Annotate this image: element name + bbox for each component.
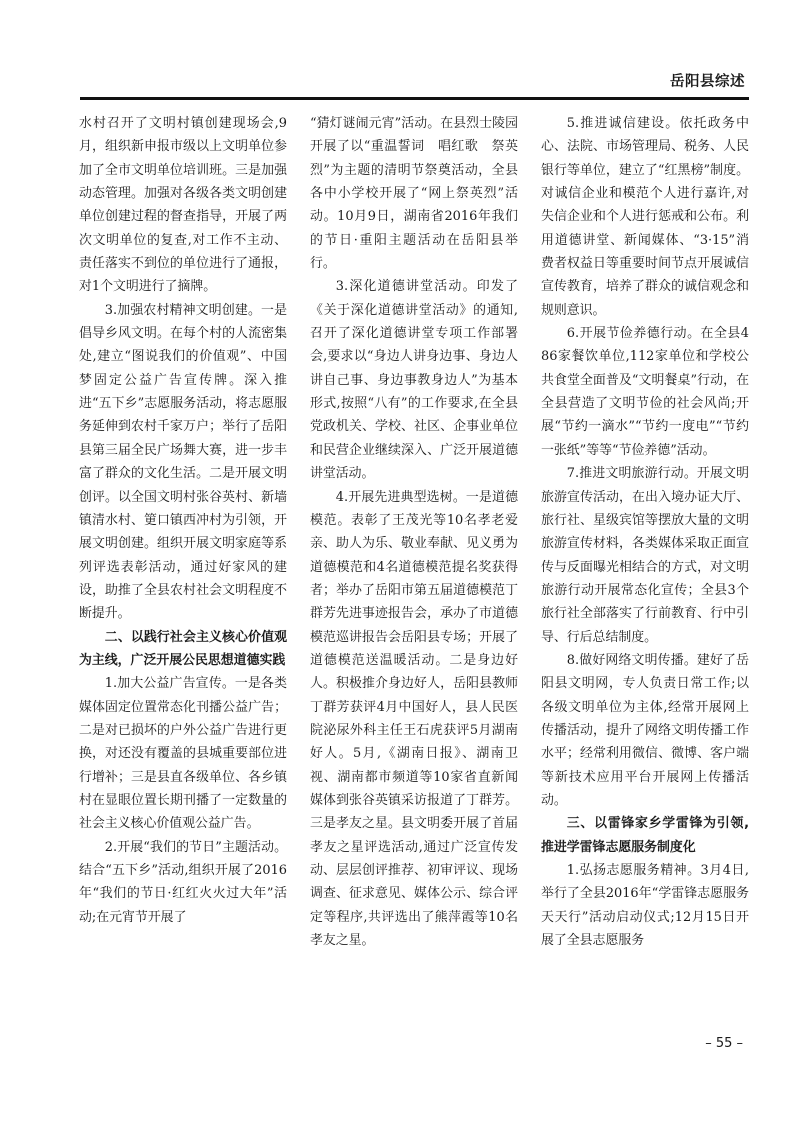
paragraph: 3.深化道德讲堂活动。印发了《关于深化道德讲堂活动》的通知,召开了深化道德讲堂专项工作部署会,要求以“身边人讲身边事、身边人讲自己事、身边事教身边人”为基本形式,按照“八有”的工作要求,在全县党政机关、学校、社区、企事业单位和民营企业继续深入、广泛开展道德讲堂活动。 — [310, 279, 518, 482]
paragraph: 水村召开了文明村镇创建现场会,9月，组织新申报市级以上文明单位参加了全市文明单位培训班。三是加强动态管理。加强对各级各类文明创建单位创建过程的督查指导，开展了两次文明单位的复查,对工作不主动、责任落实不到位的单位进行了通报，对1个文明进行了摘牌。 — [79, 116, 287, 295]
paragraph: 1.加大公益广告宣传。一是各类媒体固定位置常态化刊播公益广告；二是对已损坏的户外公益广告进行更换，对还没有覆盖的县城重要部位进行增补；三是县直各级单位、各乡镇村在显眼位置长期刊播了一定数量的社会主义核心价值观公益广告。 — [79, 676, 287, 832]
paragraph: 5.推进诚信建设。依托政务中心、法院、市场管理局、税务、人民银行等单位，建立了“红黑榜”制度。对诚信企业和模范个人进行嘉许,对失信企业和个人进行惩戒和公布。利用道德讲堂、新闻媒体、“3·15”消费者权益日等重要时间节点开展诚信宣传教育，培养了群众的诚信观念和规则意识。 — [541, 116, 749, 318]
column-2 — [310, 112, 518, 1027]
page-number: – 55 – — [705, 1036, 743, 1051]
paragraph: 1.弘扬志愿服务精神。3月4日,举行了全县2016年“学雷锋志愿服务天天行”活动启动仪式;12月15日开展了全县志愿服务 — [541, 863, 749, 949]
paragraph: 7.推进文明旅游行动。开展文明旅游宣传活动，在出入境办证大厅、旅行社、星级宾馆等摆放大量的文明旅游宣传材料，各类媒体采取正面宣传与反面曝光相结合的方式，对文明旅游行动开展常态化宣传；全县3个旅行社全部落实了行前教育、行中引导、行后总结制度。 — [541, 466, 749, 645]
paragraph: 8.做好网络文明传播。建好了岳阳县文明网，专人负责日常工作;以各级文明单位为主体,经常开展网上传播活动，提升了网络文明传播工作水平；经常利用微信、微博、客户端等新技术应用平台开展网上传播活动。 — [541, 652, 749, 808]
paragraph: 6.开展节俭养德行动。在全县486家餐饮单位,112家单位和学校公共食堂全面普及“文明餐桌”行动，在全县营造了文明节俭的社会风尚;开展“节约一滴水”“节约一度电”“节约一张纸”等等“节俭养德”活动。 — [541, 326, 749, 458]
article-columns — [79, 112, 749, 1027]
paragraph: “猜灯谜闹元宵”活动。在县烈士陵园开展了以“重温誓词 唱红歌 祭英烈”为主题的清明节祭奠活动，全县各中小学校开展了“网上祭英烈”活动。10月9日，湖南省2016年我们的节日·重阳主题活动在岳阳县举行。 — [310, 116, 518, 272]
paragraph: 3.加强农村精神文明创建。一是倡导乡风文明。在每个村的人流密集处,建立“图说我们的价值观”、中国梦固定公益广告宣传牌。深入推进“五下乡”志愿服务活动，将志愿服务延伸到农村千家万户；举行了岳阳县第三届全民广场舞大赛，进一步丰富了群众的文化生活。二是开展文明创评。以全国文明村张谷英村、新墙镇清水村、筻口镇西冲村为引领，开展文明创建。组织开展文明家庭等系列评选表彰活动，通过好家风的建设，助推了全县农村社会文明程度不断提升。 — [79, 302, 287, 622]
column-3 — [541, 112, 749, 1027]
section-heading: 三、以雷锋家乡学雷锋为引领,推进学雷锋志愿服务制度化 — [541, 816, 749, 855]
section-heading: 二、以践行社会主义核心价值观为主线，广泛开展公民思想道德实践 — [79, 629, 287, 668]
header-rule — [80, 97, 749, 100]
running-header-title: 岳阳县综述 — [670, 74, 745, 90]
paragraph: 2.开展“我们的节日”主题活动。结合“五下乡”活动,组织开展了2016年“我们的节日·红红火火过大年”活动;在元宵节开展了 — [79, 839, 287, 925]
column-1 — [79, 112, 287, 1027]
paragraph: 4.开展先进典型选树。一是道德模范。表彰了王茂光等10名孝老爱亲、助人为乐、敬业奉献、见义勇为道德模范和4名道德模范提名奖获得者；举办了岳阳市第五届道德模范丁群芳先进事迹报告会，承办了市道德模范巡讲报告会岳阳县专场；开展了道德模范送温暖活动。二是身边好人。积极推介身边好人，岳阳县教师丁群芳获评4月中国好人，县人民医院泌尿外科主任王石虎获评5月湖南好人。5月,《湖南日报》、湖南卫视、湖南都市频道等10家省直新闻媒体到张谷英镇采访报道了丁群芳。三是孝友之星。县文明委开展了首届孝友之星评选活动,通过广泛宣传发动、层层创评推荐、初审评议、现场调查、征求意见、媒体公示、综合评定等程序,共评选出了熊萍霞等10名孝友之星。 — [310, 489, 518, 949]
